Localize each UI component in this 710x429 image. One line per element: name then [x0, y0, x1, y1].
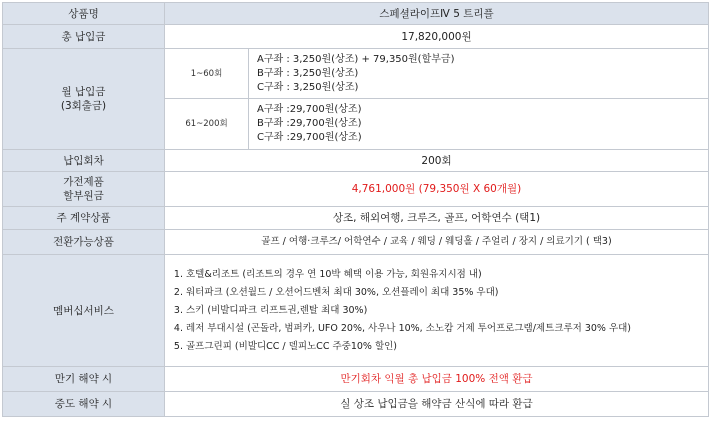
period-1-line-b: B구좌 : 3,250원(상조) — [257, 67, 359, 79]
total-label: 총 납입금 — [3, 25, 165, 49]
membership-list — [169, 266, 708, 356]
monthly-label-line1: 월 납입금 — [61, 86, 106, 98]
row-appliance — [3, 172, 709, 207]
period-2-line-c: C구좌 :29,700원(상조) — [257, 132, 362, 143]
period-2-line-a: A구좌 :29,700원(상조) — [257, 104, 362, 115]
row-product — [3, 3, 709, 25]
product-label: 상품명 — [3, 3, 165, 25]
membership-label: 멤버십서비스 — [3, 255, 165, 367]
membership-item: 5. 골프그린피 (비발디CC / 델피노CC 주중10% 할인) — [186, 338, 708, 356]
appliance-label-line2: 할부원금 — [63, 190, 104, 202]
convertible-value: 골프 / 여행·크루즈/ 어학연수 / 교육 / 웨딩 / 웨딩홀 / 주얼리 / 장지 / 의료기기 ( 택3) — [165, 230, 709, 255]
period-range-1: 1~60회 — [165, 49, 249, 99]
period-detail-1 — [249, 49, 709, 99]
appliance-label — [3, 172, 165, 207]
midterm-label: 중도 해약 시 — [3, 392, 165, 417]
convertible-label: 전환가능상품 — [3, 230, 165, 255]
monthly-label — [3, 49, 165, 150]
product-name: 스페셜라이프Ⅳ 5 트리플 — [165, 3, 709, 25]
appliance-label-line1: 가전제품 — [63, 176, 104, 188]
count-label: 납입회차 — [3, 150, 165, 172]
midterm-value: 실 상조 납입금을 해약금 산식에 따라 환급 — [165, 392, 709, 417]
count-value: 200회 — [165, 150, 709, 172]
row-count — [3, 150, 709, 172]
maturity-label: 만기 해약 시 — [3, 367, 165, 392]
row-main-product — [3, 207, 709, 230]
membership-item: 4. 레저 부대시설 (곤돌라, 범퍼카, UFO 20%, 사우나 10%, 소노캄 거제 투어프로그램/제트크루저 30% 우대) — [186, 320, 708, 338]
product-spec-table — [2, 2, 709, 417]
row-midterm — [3, 392, 709, 417]
membership-item: 2. 워터파크 (오션월드 / 오션어드벤처 최대 30%, 오션플레이 최대 35% 우대) — [186, 284, 708, 302]
period-1-line-c: C구좌 : 3,250원(상조) — [257, 81, 359, 93]
monthly-label-line2: (3회출금) — [60, 100, 107, 112]
row-total — [3, 25, 709, 49]
main-product-label: 주 계약상품 — [3, 207, 165, 230]
main-product-value: 상조, 해외여행, 크루즈, 골프, 어학연수 (택1) — [165, 207, 709, 230]
row-maturity — [3, 367, 709, 392]
period-detail-2 — [249, 99, 709, 150]
row-monthly-period-1 — [3, 49, 709, 99]
maturity-value: 만기회차 익월 총 납입금 100% 전액 환급 — [165, 367, 709, 392]
appliance-value: 4,761,000원 (79,350원 X 60개월) — [165, 172, 709, 207]
membership-item: 3. 스키 (비발디파크 리프트권,렌탈 최대 30%) — [186, 302, 708, 320]
membership-list-cell — [165, 255, 709, 367]
membership-item: 1. 호텔&리조트 (리조트의 경우 연 10박 혜택 이용 가능, 회원유지시점 내) — [186, 266, 708, 284]
row-membership — [3, 255, 709, 367]
period-1-line-a: A구좌 : 3,250원(상조) + 79,350원(할부금) — [257, 53, 455, 65]
row-convertible — [3, 230, 709, 255]
total-value: 17,820,000원 — [165, 25, 709, 49]
period-range-2: 61~200회 — [165, 99, 249, 150]
period-2-line-b: B구좌 :29,700원(상조) — [257, 118, 362, 129]
